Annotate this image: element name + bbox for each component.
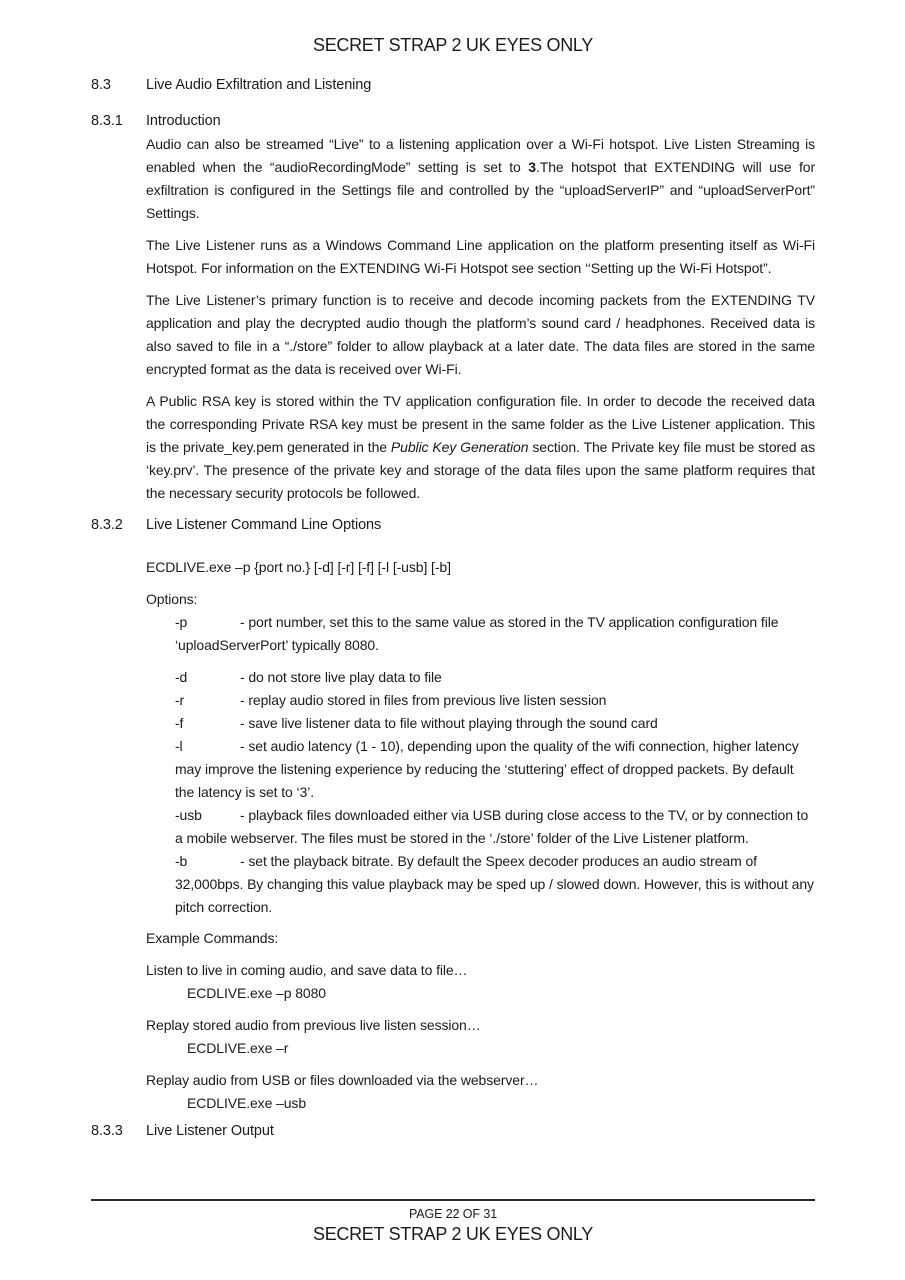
page-footer bbox=[91, 1199, 815, 1245]
paragraph-intro-3: The Live Listener’s primary function is to receive and decode incoming packets from the EXTENDING TV application and play the decrypted audio though the platform’s sound card / headphones. Received data is also saved to file in a “./store” folder to allow playback at a later date. The data files are stored in the same encrypted format as the data is received over Wi-Fi. bbox=[146, 292, 815, 377]
bold-value: 3 bbox=[528, 159, 536, 175]
options-list bbox=[146, 666, 815, 919]
option-flag: -b bbox=[175, 853, 188, 869]
example-command-1 bbox=[146, 959, 815, 1005]
paragraph-text: section. The Private key file must be stored as ‘key.prv’. The presence of the private key and storage of the data files upon the same platform requires that the necessary security protocols be followed. bbox=[146, 439, 815, 501]
classification-footer: SECRET STRAP 2 UK EYES ONLY bbox=[313, 1224, 593, 1244]
italic-reference: Public Key Generation bbox=[390, 439, 529, 455]
examples-label: Example Commands: bbox=[146, 930, 279, 946]
paragraph-text: Audio can also be streamed “Live” to a listening application over a Wi-Fi hotspot. Live Listen Streaming is enabled when the “audioRecordingMode” setting is set to bbox=[146, 136, 815, 175]
paragraph-text: A Public RSA key is stored within the TV application configuration file. In order to decode the received data the corresponding Private RSA key must be present in the same folder as the Live Listener application. This is the private_key.pem generated in the bbox=[146, 393, 815, 455]
section-title: Live Listener Output bbox=[146, 1123, 274, 1139]
option-desc: - set audio latency (1 - 10), depending upon the quality of the wifi connection, higher latency may improve the listening experience by reducing the ‘stuttering’ effect of dropped packets. By default the latency is set to ‘3’. bbox=[175, 738, 799, 800]
option-row-usb bbox=[175, 804, 815, 850]
option-desc: - set the playback bitrate. By default the Speex decoder produces an audio stream of 32,000bps. By changing this value playback may be sped up / slowed down. However, this is without any pitch correction. bbox=[175, 853, 814, 915]
section-heading-8-3-2 bbox=[91, 514, 815, 537]
option-desc: - port number, set this to the same value as stored in the TV application configuration file ‘uploadServerPort’ typically 8080. bbox=[175, 614, 779, 653]
command-usage: ECDLIVE.exe –p {port no.} [-d] [-r] [-f] [-l [-usb] [-b] bbox=[146, 559, 451, 575]
example-description: Listen to live in coming audio, and save data to file… bbox=[146, 962, 468, 978]
example-command-2 bbox=[146, 1014, 815, 1060]
option-desc: - save live listener data to file without playing through the sound card bbox=[240, 715, 658, 731]
example-command-3 bbox=[146, 1069, 815, 1115]
example-description: Replay stored audio from previous live listen session… bbox=[146, 1017, 481, 1033]
section-number: 8.3.3 bbox=[91, 1123, 123, 1139]
introduction-body bbox=[146, 133, 815, 505]
option-row-b bbox=[175, 850, 815, 919]
section-title: Live Listener Command Line Options bbox=[146, 517, 382, 533]
paragraph-intro-1 bbox=[146, 133, 815, 225]
paragraph-intro-2: The Live Listener runs as a Windows Command Line application on the platform presenting itself as Wi-Fi Hotspot. For information on the EXTENDING Wi-Fi Hotspot see section ‘‘Setting up the Wi-Fi Hotspot”. bbox=[146, 237, 815, 276]
option-row-r bbox=[175, 689, 815, 712]
page-number: PAGE 22 OF 31 bbox=[408, 1207, 498, 1221]
option-row-d bbox=[175, 666, 815, 689]
section-number: 8.3 bbox=[91, 77, 111, 93]
section-heading-8-3-1 bbox=[91, 110, 815, 133]
command-line-body bbox=[146, 556, 815, 1115]
paragraph-text: .The hotspot that EXTENDING will use for exfiltration is configured in the Settings file and controlled by the “uploadServerIP” and “uploadServerPort” Settings. bbox=[146, 159, 816, 221]
section-heading-8-3 bbox=[91, 74, 815, 97]
section-number: 8.3.2 bbox=[91, 517, 123, 533]
example-command-text: ECDLIVE.exe –p 8080 bbox=[187, 985, 326, 1001]
paragraph-intro-4 bbox=[146, 390, 815, 505]
option-flag: -d bbox=[175, 669, 188, 685]
example-command-text: ECDLIVE.exe –usb bbox=[187, 1095, 307, 1111]
option-flag: -p bbox=[175, 614, 188, 630]
section-number: 8.3.1 bbox=[91, 113, 123, 129]
section-title: Live Audio Exfiltration and Listening bbox=[146, 77, 372, 93]
option-desc: - do not store live play data to file bbox=[240, 669, 442, 685]
section-heading-8-3-3 bbox=[91, 1120, 815, 1143]
option-flag: -r bbox=[175, 692, 185, 708]
option-row-f bbox=[175, 712, 815, 735]
section-title: Introduction bbox=[146, 113, 221, 129]
option-flag: -f bbox=[175, 715, 184, 731]
options-label: Options: bbox=[146, 591, 198, 607]
example-description: Replay audio from USB or files downloaded via the webserver… bbox=[146, 1072, 539, 1088]
option-flag: -l bbox=[175, 738, 183, 754]
option-flag: -usb bbox=[175, 807, 202, 823]
option-desc: - playback files downloaded either via USB during close access to the TV, or by connection to a mobile webserver. The files must be stored in the ‘./store’ folder of the Live Listener platform. bbox=[175, 807, 809, 846]
classification-header: SECRET STRAP 2 UK EYES ONLY bbox=[313, 35, 593, 55]
example-command-text: ECDLIVE.exe –r bbox=[187, 1040, 289, 1056]
option-row-p bbox=[175, 611, 815, 657]
option-desc: - replay audio stored in files from previous live listen session bbox=[240, 692, 607, 708]
option-row-l bbox=[175, 735, 815, 804]
